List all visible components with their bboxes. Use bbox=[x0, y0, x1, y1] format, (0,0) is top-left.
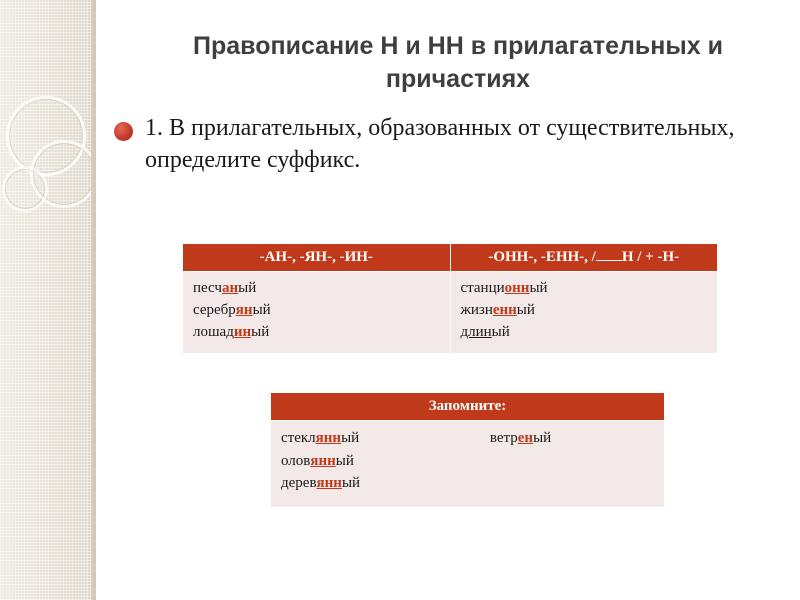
header-right-prefix: -ОНН-, -ЕНН-, / bbox=[488, 249, 596, 265]
word-ending: ый bbox=[529, 280, 548, 296]
word-stem: лошад bbox=[193, 323, 234, 340]
list-item bbox=[461, 300, 708, 322]
list-item bbox=[281, 472, 490, 495]
word-ending: ый bbox=[533, 430, 552, 446]
bullet-item-text: 1. В прилагательных, образованных от существительных, определите суффикс. bbox=[145, 115, 735, 173]
list-item bbox=[461, 278, 708, 300]
word-suffix: янн bbox=[315, 430, 342, 446]
column-header-an-yan-in: -АН-, -ЯН-, -ИН- bbox=[183, 244, 451, 272]
word-stem: дерев bbox=[281, 475, 317, 491]
list-item bbox=[193, 278, 440, 300]
word-stem: серебр bbox=[193, 301, 236, 318]
cell-examples-right bbox=[450, 272, 718, 354]
list-item bbox=[281, 427, 490, 450]
table-row bbox=[271, 421, 665, 508]
column-header-remember: Запомните: bbox=[271, 393, 665, 421]
list-item bbox=[461, 322, 708, 344]
word-suffix: енн bbox=[492, 301, 517, 318]
bullet-dot-icon bbox=[114, 122, 133, 141]
page-title: Правописание Н и НН в прилагательных и причастиях bbox=[193, 32, 723, 93]
word-stem: ветр bbox=[489, 430, 518, 446]
examples-column-right bbox=[490, 427, 654, 495]
word-stem: песч bbox=[193, 280, 222, 296]
word-suffix: янн bbox=[316, 475, 342, 491]
word-stem: стекл bbox=[281, 430, 316, 446]
word-ending: ый bbox=[238, 280, 257, 296]
word-ending: ый bbox=[341, 430, 360, 446]
word-suffix: ен bbox=[517, 430, 534, 446]
table-header-row bbox=[183, 244, 718, 272]
header-right-suffix: / + -Н- bbox=[633, 249, 680, 265]
word-ending: ый bbox=[491, 323, 510, 340]
slide-content bbox=[96, 0, 800, 600]
word-ending: ый bbox=[341, 475, 361, 491]
cell-remember-examples bbox=[271, 421, 665, 508]
remember-table bbox=[270, 392, 665, 508]
word-suffix: ян bbox=[235, 301, 253, 318]
examples-columns bbox=[281, 427, 654, 495]
table-row bbox=[183, 272, 718, 354]
cell-examples-left bbox=[183, 272, 451, 354]
list-item bbox=[281, 450, 490, 473]
word-stem: олов bbox=[281, 452, 311, 469]
header-right-gap-letter: Н bbox=[621, 249, 634, 265]
decorative-left-band bbox=[0, 0, 96, 600]
word-stem: жизн bbox=[460, 301, 493, 318]
list-item bbox=[193, 322, 440, 344]
word-suffix: онн bbox=[504, 280, 530, 296]
suffix-rules-table bbox=[182, 243, 718, 354]
examples-column-left bbox=[281, 427, 490, 495]
word-stem: длин bbox=[460, 323, 492, 340]
column-header-onn-enn bbox=[450, 244, 718, 272]
word-suffix: янн bbox=[310, 452, 336, 469]
header-right-gap bbox=[596, 260, 622, 261]
table-header-row bbox=[271, 393, 665, 421]
word-ending: ый bbox=[252, 301, 271, 318]
decorative-ring-small-icon bbox=[2, 166, 48, 212]
word-stem: станци bbox=[460, 280, 505, 296]
list-item bbox=[490, 427, 654, 450]
word-ending: ый bbox=[251, 323, 270, 340]
word-ending: ый bbox=[335, 452, 354, 469]
bullet-item bbox=[114, 113, 770, 177]
word-ending: ый bbox=[516, 301, 535, 318]
word-suffix: ин bbox=[233, 323, 252, 340]
word-suffix: ан bbox=[221, 280, 239, 296]
list-item bbox=[193, 300, 440, 322]
